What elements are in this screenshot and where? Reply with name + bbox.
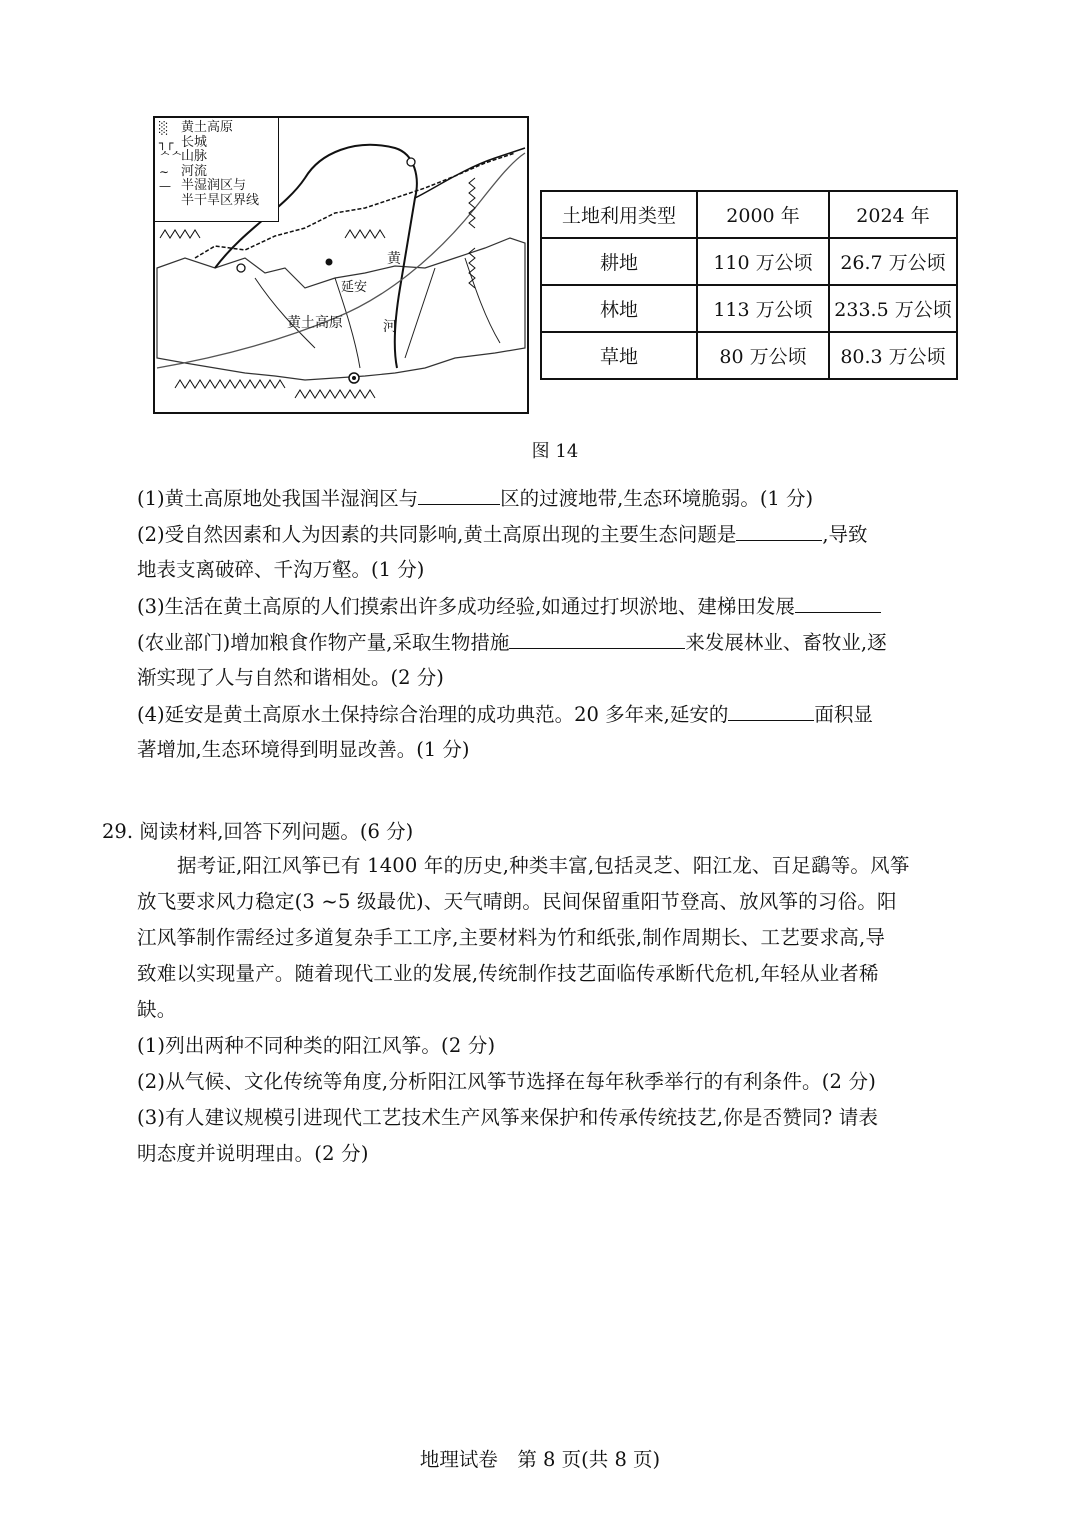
label-plateau: 黄土高原 [287,315,343,331]
material-line: 缺。 [137,998,177,1021]
city-marker [237,264,245,272]
plateau-outline [157,238,525,380]
city-marker [407,158,415,166]
table-cell: 113 万公顷 [697,285,829,332]
table-header: 土地利用类型 [541,191,697,238]
table-header: 2024 年 [829,191,957,238]
page-footer: 地理试卷 第 8 页(共 8 页) [419,1448,661,1471]
table-cell: 80 万公顷 [697,332,829,379]
label-he: 河 [383,319,397,335]
q28-3: (3)生活在黄土高原的人们摸索出许多成功经验,如通过打坝淤地、建梯田发展 [137,592,977,628]
material-line: 江风筝制作需经过多道复杂手工工序,主要材料为竹和纸张,制作周期长、工艺要求高,导 [137,926,886,949]
river-branch [415,148,525,198]
material-line: 据考证,阳江风筝已有 1400 年的历史,种类丰富,包括灵芝、阳江龙、百足鷂等。风筝 [177,854,910,877]
yanan-marker [326,259,333,266]
loess-plateau-map [153,116,529,414]
table-row [541,285,957,332]
q28-1: (1)黄土高原地处我国半湿润区与 区的过渡地带,生态环境脆弱。(1 分) [137,484,977,520]
label-yanan: 延安 [341,280,368,295]
table-cell: 80.3 万公顷 [829,332,957,379]
table-cell: 耕地 [541,238,697,285]
boundary-legend-icon: — [159,179,171,194]
table-header-row [541,191,957,238]
table-cell: 110 万公顷 [697,238,829,285]
loess-legend-icon: ░ [159,121,169,135]
q29-title: 29. 阅读材料,回答下列问题。(6 分) [102,820,414,843]
question-line: (2)从气候、文化传统等角度,分析阳江风筝节选择在每年秋季举行的有利条件。(2 分) [137,1070,877,1093]
table-cell: 233.5 万公顷 [829,285,957,332]
q29-body [137,852,977,1176]
table-header: 2000 年 [697,191,829,238]
q28-2: (2)受自然因素和人为因素的共同影响,黄土高原出现的主要生态问题是 ,导致 [137,520,977,556]
answer-blank[interactable] [418,484,500,505]
great-wall-legend-icon: ┐┌ [159,135,174,150]
river-legend-icon: ∼ [159,164,170,179]
table-row [541,332,957,379]
map-legend: ░ 黄土高原 ┐┌ 长城 ᄉᄉ 山脉 ∼ 河流 — 半湿润区与 半干旱区界线 [155,118,279,222]
label-huang: 黄 [387,251,401,267]
table-row [541,238,957,285]
question-line: (3)有人建议规模引进现代工艺技术生产风筝来保护和传承传统技艺,你是否赞同? 请表 [137,1106,879,1129]
table-cell: 26.7 万公顷 [829,238,957,285]
material-line: 致难以实现量产。随着现代工业的发展,传统制作技艺面临传承断代危机,年轻从业者稀 [137,962,879,985]
table-cell: 草地 [541,332,697,379]
mountain-legend-icon: ᄉᄉ [159,150,183,165]
figure-caption: 图 14 [531,441,579,462]
answer-blank[interactable] [728,700,814,721]
answer-blank[interactable] [509,628,685,649]
q28-4: (4)延安是黄土高原水土保持综合治理的成功典范。20 多年来,延安的 面积显 [137,700,977,736]
question-line: 明态度并说明理由。(2 分) [137,1142,369,1165]
material-line: 放飞要求风力稳定(3 ~5 级最优)、天气晴朗。民间保留重阳节登高、放风筝的习俗。阳 [137,890,897,913]
answer-blank[interactable] [736,520,822,541]
question-line: (1)列出两种不同种类的阳江风筝。(2 分) [137,1034,496,1057]
table-cell: 林地 [541,285,697,332]
land-use-table [540,190,958,380]
answer-blank[interactable] [795,592,881,613]
q28-subquestions: (1)黄土高原地处我国半湿润区与 区的过渡地带,生态环境脆弱。(1 分) (2)受自然因素和人为因素的共同影响,黄土高原出现的主要生态问题是 ,导致 地表支离破碎、千沟万壑。(1 分) (3)生活在黄土高原的人们摸索出许多成功经验,如通过打坝淤地、建梯田发展 (农业部门)增加粮食作物产量,采取生物措施 来发展林业、畜牧业,逐 渐实现了人与自然和谐相处。(2 分) (4)延安是黄土高原水土保持综合治理的成功典范。20 多年来,延安的 面积显 著增加,生态环境得到明显改善。(1 分) [137,484,977,772]
